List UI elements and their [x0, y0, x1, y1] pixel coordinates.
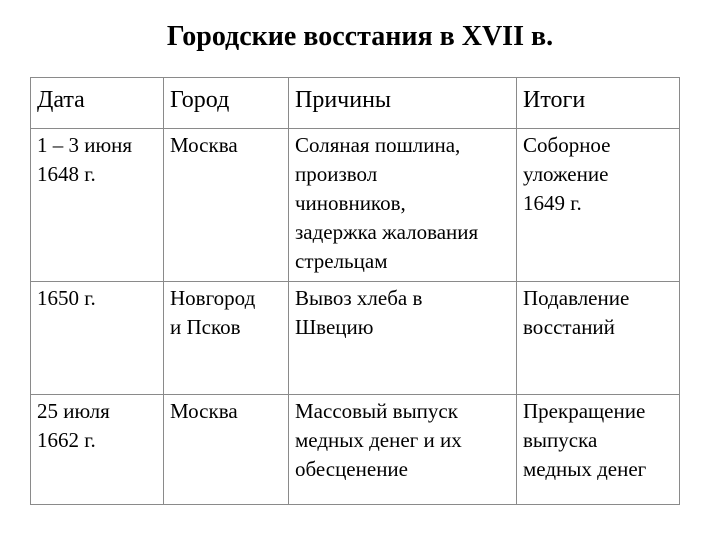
cell-date: 1650 г. — [31, 282, 164, 395]
cell-date: 25 июля 1662 г. — [31, 395, 164, 505]
cell-results: Прекращение выпуска медных денег — [517, 395, 680, 505]
cell-date: 1 – 3 июня 1648 г. — [31, 129, 164, 282]
header-city: Город — [164, 78, 289, 129]
header-causes: Причины — [289, 78, 517, 129]
page-title: Городские восстания в XVII в. — [166, 21, 554, 52]
cell-causes: Вывоз хлеба в Швецию — [289, 282, 517, 395]
cell-causes: Соляная пошлина, произвол чиновников, задержка жалования стрельцам — [289, 129, 517, 282]
cell-city: Москва — [164, 129, 289, 282]
table-row — [31, 282, 680, 395]
cell-results: Соборное уложение 1649 г. — [517, 129, 680, 282]
header-date: Дата — [31, 78, 164, 129]
cell-causes: Массовый выпуск медных денег и их обесценение — [289, 395, 517, 505]
table-header-row — [31, 78, 680, 129]
table-row — [31, 395, 680, 505]
uprisings-table — [30, 77, 680, 505]
header-results: Итоги — [517, 78, 680, 129]
cell-city: Новгород и Псков — [164, 282, 289, 395]
cell-results: Подавление восстаний — [517, 282, 680, 395]
table-row — [31, 129, 680, 282]
cell-city: Москва — [164, 395, 289, 505]
